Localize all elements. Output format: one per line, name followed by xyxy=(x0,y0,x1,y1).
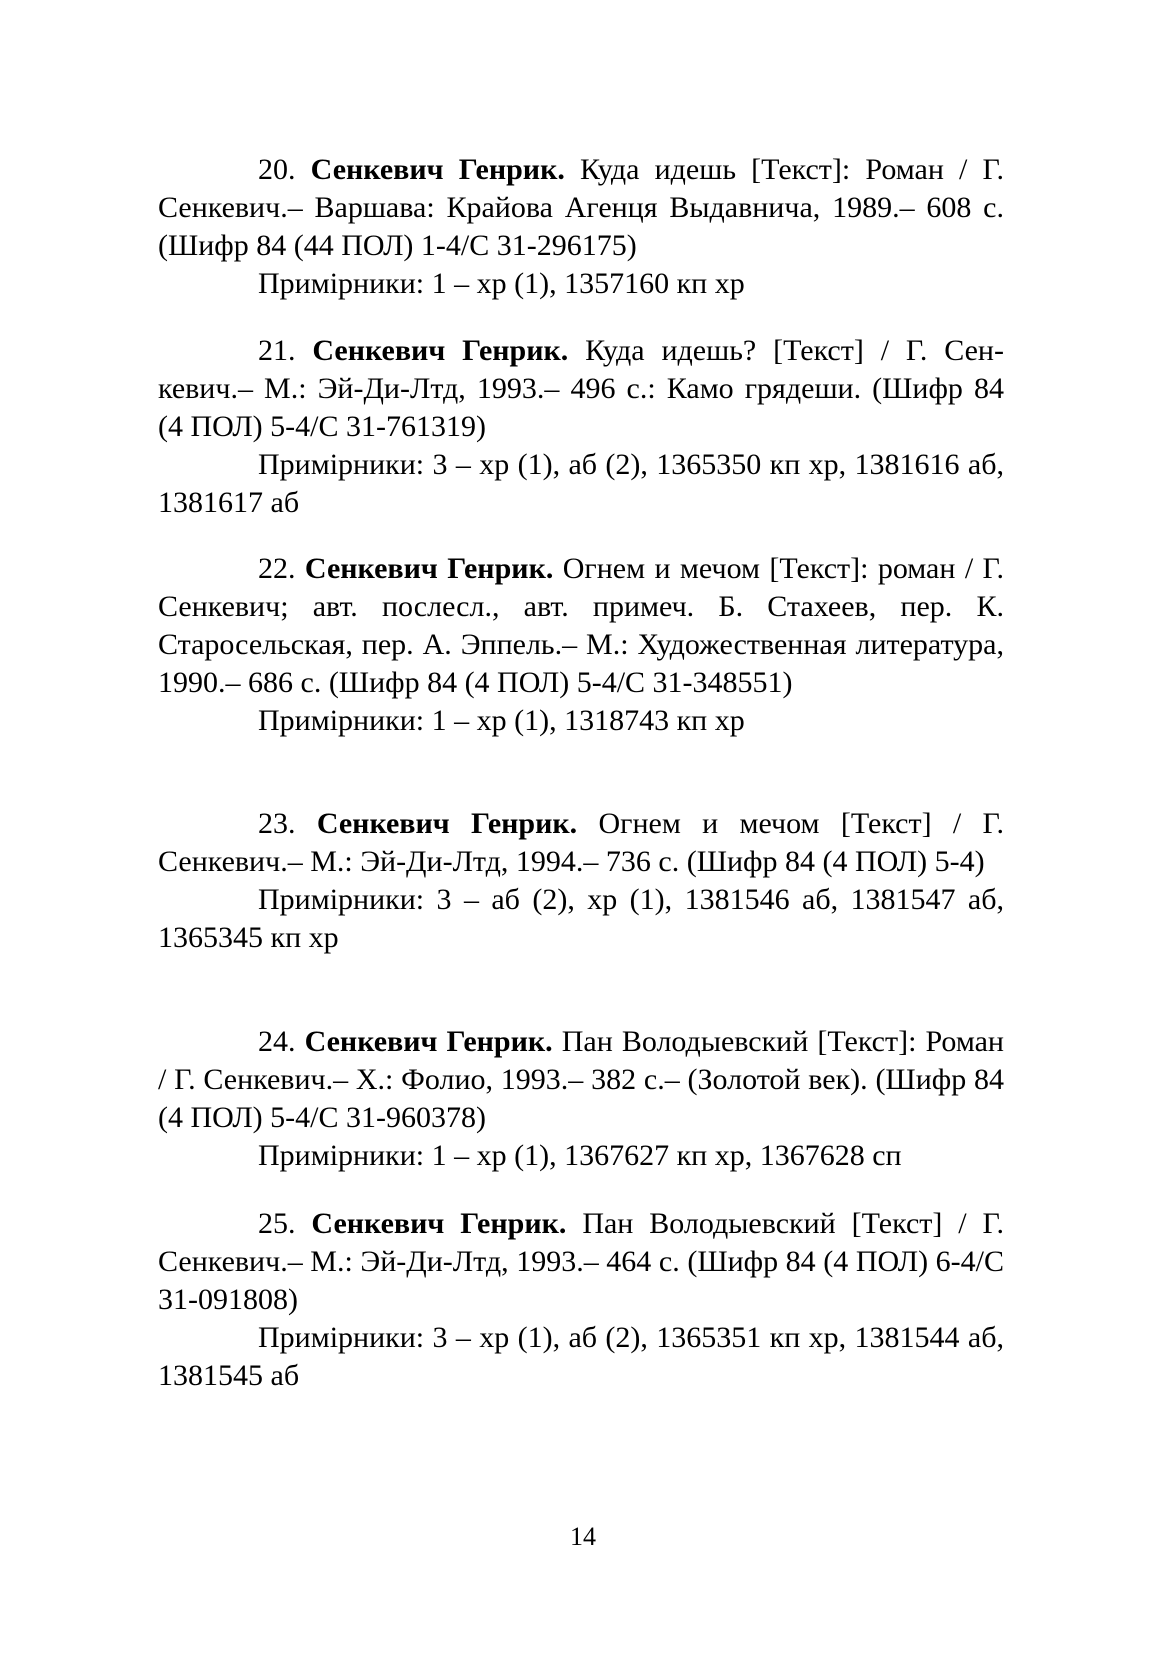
bibliography-entry-20 xyxy=(158,151,1004,303)
bibliography-entry-23 xyxy=(158,805,1004,957)
entry-description xyxy=(158,332,1004,446)
bibliography-entry-21 xyxy=(158,332,1004,522)
entry-text: Куда идешь? [Текст] / Г. Сенкевич.– М.: Эй-Ди-Лтд, 1993.– 496 с.: Камо грядеши. (Шифр 84 (4 ПОЛ) 5-4/С 31-761319) xyxy=(158,334,1004,443)
entry-number: 23. xyxy=(258,807,296,840)
entry-author: Сенкевич Генрик. xyxy=(304,1025,553,1058)
entry-description xyxy=(158,1023,1004,1137)
entry-copies: Примірники: 3 – аб (2), хр (1), 1381546 аб, 1381547 аб, 1365345 кп хр xyxy=(158,883,1004,954)
entry-copies: Примірники: 3 – хр (1), аб (2), 1365351 кп хр, 1381544 аб, 1381545 аб xyxy=(158,1321,1004,1392)
entry-copies: Примірники: 1 – хр (1), 1357160 кп хр xyxy=(258,267,745,300)
entry-number: 24. xyxy=(258,1025,296,1058)
entry-author: Сенкевич Генрик. xyxy=(310,153,565,186)
entry-author: Сенкевич Генрик. xyxy=(312,334,569,367)
entry-description xyxy=(158,805,1004,881)
entry-description xyxy=(158,151,1004,265)
entry-number: 22. xyxy=(258,552,296,585)
entry-text: Пан Володыевский [Текст]: Роман / Г. Сенкевич.– Х.: Фолио, 1993.– 382 с.– (Золотой век). (Шифр 84 (4 ПОЛ) 5-4/С 31-960378) xyxy=(158,1025,1004,1134)
bibliography-entry-24 xyxy=(158,1023,1004,1175)
entry-description xyxy=(158,550,1004,702)
entry-text: Огнем и мечом [Текст] / Г. Сенкевич.– М.: Эй-Ди-Лтд, 1994.– 736 с. (Шифр 84 (4 ПОЛ) 5-4) xyxy=(158,807,1004,878)
entry-number: 25. xyxy=(258,1207,296,1240)
entry-author: Сенкевич Генрик. xyxy=(304,552,554,585)
entry-number: 21. xyxy=(258,334,296,367)
entry-text: Огнем и мечом [Текст]: роман / Г. Сенкевич; авт. послесл., авт. примеч. Б. Стахеев, пер. К. Старосельская, пер. А. Эппель.– М.: Художественная литература, 1990.– 686 с. (Шифр 84 (4 ПОЛ) 5-4/С 31-348551) xyxy=(158,552,1005,699)
entry-text: Пан Володыевский [Текст] / Г. Сенкевич.– М.: Эй-Ди-Лтд, 1993.– 464 с. (Шифр 84 (4 ПОЛ) 6-4/С 31-091808) xyxy=(158,1207,1004,1316)
entry-author: Сенкевич Генрик. xyxy=(311,1207,567,1240)
entry-copies: Примірники: 1 – хр (1), 1367627 кп хр, 1367628 сп xyxy=(258,1139,902,1172)
entry-copies: Примірники: 1 – хр (1), 1318743 кп хр xyxy=(258,704,745,737)
bibliography-entry-22 xyxy=(158,550,1004,740)
bibliography-entry-25 xyxy=(158,1205,1004,1395)
page-number: 14 xyxy=(570,1522,596,1551)
entry-author: Сенкевич Генрик. xyxy=(316,807,578,840)
entry-description xyxy=(158,1205,1004,1319)
entry-copies: Примірники: 3 – хр (1), аб (2), 1365350 кп хр, 1381616 аб, 1381617 аб xyxy=(158,448,1004,519)
entry-number: 20. xyxy=(258,153,296,186)
entry-text: Куда идешь [Текст]: Роман / Г. Сенкевич.– Варшава: Крайова Агенця Выдавнича, 1989.– 608 с. (Шифр 84 (44 ПОЛ) 1-4/С 31-296175) xyxy=(158,153,1004,262)
